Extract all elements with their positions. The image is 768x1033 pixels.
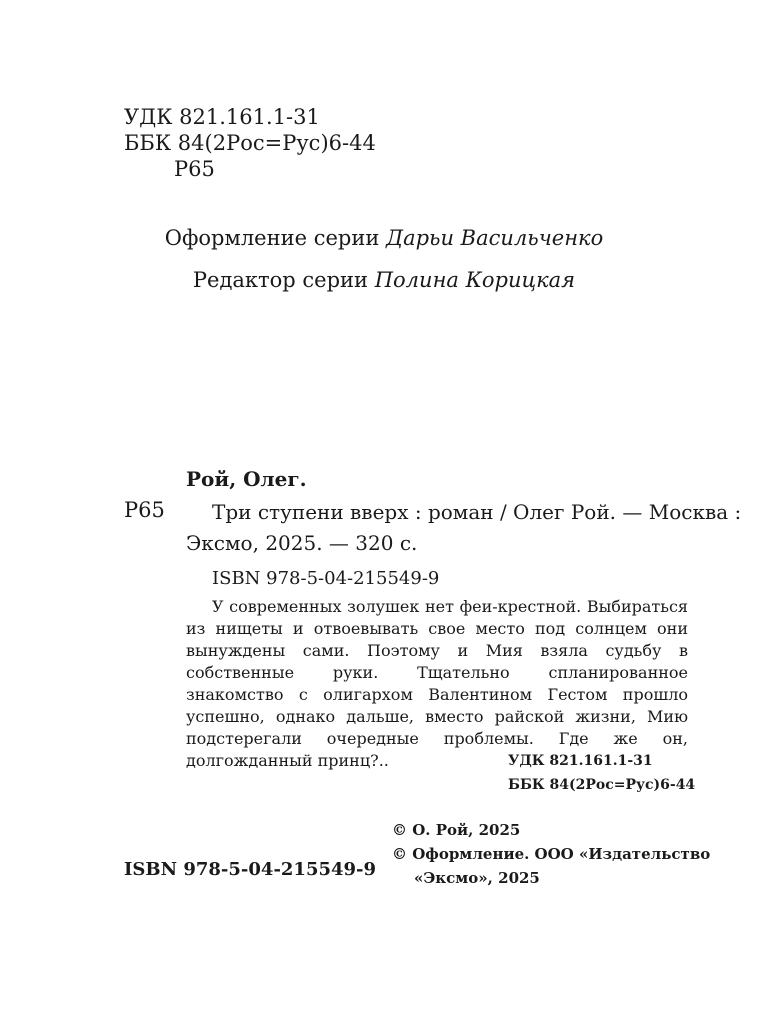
series-editor-credit	[0, 268, 768, 292]
author-mark: Р65	[174, 157, 215, 181]
classification-codes	[124, 104, 376, 182]
bbk-code-small: ББК 84(2Рос=Рус)6-44	[508, 777, 696, 793]
editor-role: Редактор серии	[192, 268, 369, 292]
annotation	[186, 596, 688, 772]
biblio-line-2: Эксмо, 2025. — 320 с.	[186, 531, 418, 555]
biblio-line-1: Три ступени вверх : роман / Олег Рой. — Москва :	[212, 500, 742, 524]
design-role: Оформление серии	[164, 226, 380, 250]
copyright-design: © Оформление. ООО «Издательство	[392, 845, 711, 863]
isbn: ISBN 978-5-04-215549-9	[212, 568, 440, 589]
isbn-bottom: ISBN 978-5-04-215549-9	[124, 859, 377, 880]
catalog-mark: Р65	[124, 498, 165, 522]
copyright-block	[392, 818, 710, 890]
classification-codes-small	[508, 749, 695, 797]
editor-name: Полина Корицкая	[374, 268, 576, 292]
design-name: Дарьи Васильченко	[386, 226, 604, 250]
bibliographic-description	[186, 497, 742, 559]
udk-code-small: УДК 821.161.1-31	[508, 753, 653, 769]
series-design-credit	[0, 226, 768, 250]
annotation-text: У современных золушек нет феи-крестной. Выбираться из нищеты и отвоевывать свое место под солнцем они вынуждены сами. Поэтому и Мия взяла судьбу в собственные руки. Тщательно спланированное знакомство с олигархом Валентином Гестом прошло успешно, однако дальше, вместо райской жизни, Мию подстерегали очередные проблемы. Где же он, долгожданный принц?..	[186, 597, 688, 770]
bbk-code: ББК 84(2Рос=Рус)6-44	[124, 131, 376, 155]
udk-code: УДК 821.161.1-31	[124, 105, 320, 129]
author-heading: Рой, Олег.	[186, 467, 307, 491]
copyright-design-cont: «Эксмо», 2025	[414, 869, 540, 887]
copyright-author: © О. Рой, 2025	[392, 821, 521, 839]
